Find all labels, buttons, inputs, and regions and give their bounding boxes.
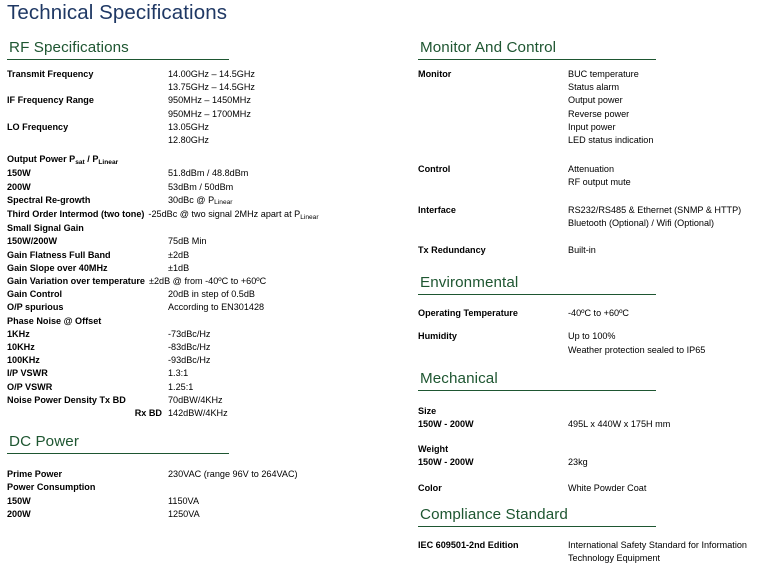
- spec-row-power-consumption-150w: [7, 495, 402, 508]
- spec-value-text: 30dBc @ P: [168, 194, 215, 205]
- spec-value-item: International Safety Standard for Information: [568, 539, 747, 550]
- spec-row-color: [418, 482, 778, 495]
- spec-value-item: BUC temperature: [568, 69, 639, 79]
- spec-value: -93dBc/Hz: [168, 355, 211, 366]
- spec-row-spectral-regrowth: [7, 194, 402, 208]
- section-heading-monitor-and-control: Monitor And Control: [420, 39, 557, 56]
- section-body-dc-power: [7, 462, 402, 521]
- spec-value-item: Status alarm: [568, 82, 620, 93]
- spec-label: Noise Power Density Tx BD: [7, 394, 126, 405]
- spec-label: IF Frequency Range: [7, 95, 94, 106]
- spec-label: 150W - 200W: [418, 457, 474, 468]
- spec-label: Phase Noise @ Offset: [7, 315, 102, 326]
- page-title: Technical Specifications: [7, 1, 228, 24]
- section-body-environmental: [418, 303, 778, 357]
- spec-value: -83dBc/Hz: [168, 342, 211, 353]
- spec-row-gain-control: [7, 288, 402, 301]
- section-heading-dc-power: DC Power: [9, 433, 80, 451]
- spec-row-noise-power-density-tx: [7, 394, 402, 407]
- spec-value: 1.25:1: [168, 381, 194, 392]
- spec-row-size-value: [418, 418, 778, 431]
- spec-row-phase-noise-header: [7, 315, 402, 328]
- spec-value-item: Up to 100%: [568, 331, 616, 342]
- spec-row-transmit-frequency-alt: [7, 81, 402, 94]
- spec-label: 200W: [7, 508, 31, 519]
- spec-row-noise-power-density-rx: [7, 407, 402, 420]
- right-column: [418, 38, 778, 565]
- spec-value: 495L x 440W x 175H mm: [568, 419, 671, 430]
- section-compliance-standard: [418, 505, 778, 565]
- spec-value-subscript: Linear: [214, 199, 233, 207]
- spec-value-item: Weather protection sealed to IP65: [568, 344, 706, 355]
- spec-value: 12.80GHz: [168, 135, 209, 146]
- spec-value: 23kg: [568, 457, 588, 468]
- spec-label: 150W: [7, 168, 31, 179]
- spec-label: LO Frequency: [7, 121, 69, 132]
- section-body-monitor-and-control: [418, 68, 778, 257]
- spec-value: According to EN301428: [168, 302, 265, 313]
- spec-value-item: Technology Equipment: [568, 553, 661, 564]
- spec-row-prime-power: [7, 468, 402, 481]
- spec-row-gain-variation: [7, 275, 402, 288]
- spec-label: Control: [418, 164, 451, 175]
- spec-label: 150W: [7, 495, 31, 506]
- spec-row-ip-vswr: [7, 367, 402, 380]
- spec-value-subscript: Linear: [300, 213, 319, 221]
- section-body-compliance-standard: [418, 535, 778, 565]
- spec-value: [144, 208, 318, 222]
- spec-row-transmit-frequency: [7, 68, 402, 81]
- spec-label-subscript-2: Linear: [98, 158, 119, 166]
- spec-value: 53dBm / 50dBm: [168, 181, 234, 192]
- spec-value-item: LED status indication: [568, 135, 654, 146]
- spec-label: IEC 609501-2nd Edition: [418, 539, 519, 550]
- spec-row-output-power-200w: [7, 181, 402, 194]
- section-heading-compliance-standard: Compliance Standard: [420, 505, 568, 523]
- section-heading-rf-specifications: RF Specifications: [9, 39, 129, 56]
- spec-label: Weight: [418, 444, 449, 455]
- section-dc-power: [7, 432, 402, 521]
- spec-label: Rx BD: [134, 408, 162, 419]
- spec-label: 1KHz: [7, 328, 30, 339]
- spec-label: Spectral Re-growth: [7, 194, 91, 205]
- spec-value: ±2dB @ from -40ºC to +60ºC: [148, 276, 267, 287]
- spec-label: Gain Variation over temperature: [7, 276, 145, 287]
- spec-row-gain-slope: [7, 262, 402, 275]
- spec-label: 10KHz: [7, 342, 35, 353]
- left-column: [7, 38, 402, 521]
- spec-value: White Powder Coat: [568, 482, 647, 493]
- spec-label: Color: [418, 482, 442, 493]
- section-environmental: [418, 273, 778, 357]
- spec-value-item: Bluetooth (Optional) / Wifi (Optional): [568, 217, 715, 228]
- spec-row-tx-redundancy: [418, 244, 778, 257]
- spec-value: 70dBW/4KHz: [168, 394, 223, 405]
- spec-label: Monitor: [418, 69, 452, 79]
- spec-row-lo-frequency-alt: [7, 134, 402, 147]
- spec-value: 1150VA: [168, 495, 200, 506]
- section-mechanical: [418, 369, 778, 495]
- spec-value-list: [568, 68, 653, 147]
- spec-row-iec-standard: [418, 539, 778, 565]
- spec-value-item: Input power: [568, 121, 616, 132]
- spec-row-phase-noise-1khz: [7, 328, 402, 341]
- spec-value-list: [568, 330, 705, 356]
- section-divider: [7, 453, 229, 454]
- spec-row-operating-temperature: [418, 307, 778, 320]
- spec-value: 1.3:1: [168, 368, 189, 379]
- spec-row-interface: [418, 204, 778, 230]
- spec-value: 1250VA: [168, 508, 200, 519]
- section-divider: [418, 59, 656, 60]
- spec-label-text-mid: / P: [84, 154, 99, 165]
- spec-value-item: Output power: [568, 95, 623, 106]
- section-divider: [418, 390, 656, 391]
- spec-label: Prime Power: [7, 469, 63, 480]
- spec-row-control: [418, 163, 778, 189]
- spec-label: 100KHz: [7, 355, 40, 366]
- spec-value-list: [568, 539, 747, 565]
- spec-row-if-frequency-range: [7, 94, 402, 107]
- spec-value: 51.8dBm / 48.8dBm: [168, 168, 249, 179]
- spec-label: Power Consumption: [7, 482, 96, 493]
- spec-label: Interface: [418, 204, 456, 215]
- spec-value: 950MHz – 1450MHz: [168, 95, 251, 106]
- spec-row-third-order-intermod: [7, 208, 402, 222]
- spec-label: Operating Temperature: [418, 308, 518, 319]
- spec-row-output-power-150w: [7, 167, 402, 180]
- spec-label: Tx Redundancy: [418, 245, 486, 256]
- spec-row-size-header: [418, 405, 778, 418]
- spec-row-phase-noise-10khz: [7, 341, 402, 354]
- spec-label: Small Signal Gain: [7, 223, 84, 234]
- spec-value: 75dB Min: [168, 236, 207, 247]
- spec-label: [7, 153, 118, 167]
- spec-value-list: [568, 163, 631, 189]
- spec-row-if-frequency-range-alt: [7, 108, 402, 121]
- spec-value: Built-in: [568, 245, 596, 256]
- spec-value: -40ºC to +60ºC: [568, 308, 629, 319]
- spec-row-small-signal-gain-150-200: [7, 235, 402, 248]
- spec-value: [168, 194, 232, 208]
- spec-label: Gain Flatness Full Band: [7, 249, 111, 260]
- spec-row-power-consumption-header: [7, 481, 402, 494]
- spec-label: Gain Slope over 40MHz: [7, 262, 108, 273]
- section-divider: [418, 526, 656, 527]
- spec-value: 950MHz – 1700MHz: [168, 108, 251, 119]
- spec-label: Third Order Intermod (two tone): [7, 209, 145, 220]
- spec-value-item: RF output mute: [568, 177, 631, 188]
- spec-label: O/P VSWR: [7, 381, 53, 392]
- spec-label: Size: [418, 405, 437, 416]
- spec-label: Transmit Frequency: [7, 69, 94, 79]
- spec-label: Gain Control: [7, 289, 63, 300]
- spec-value: 13.75GHz – 14.5GHz: [168, 82, 255, 93]
- spec-row-monitor: [418, 68, 778, 147]
- spec-label: 150W - 200W: [418, 419, 474, 430]
- spec-value: 13.05GHz: [168, 121, 209, 132]
- spec-row-power-consumption-200w: [7, 508, 402, 521]
- spec-row-humidity: [418, 330, 778, 356]
- spec-value: 20dB in step of 0.5dB: [168, 289, 255, 300]
- spec-label-text: Output Power P: [7, 154, 76, 165]
- spec-row-weight-value: [418, 456, 778, 469]
- spec-label: I/P VSWR: [7, 368, 48, 379]
- spec-row-lo-frequency: [7, 121, 402, 134]
- section-heading-mechanical: Mechanical: [420, 369, 498, 387]
- spec-row-gain-flatness: [7, 249, 402, 262]
- spec-row-weight-header: [418, 443, 778, 456]
- spec-label: Humidity: [418, 331, 457, 342]
- section-rf-specifications: [7, 38, 402, 420]
- spec-label: 200W: [7, 181, 31, 192]
- spec-value: 142dBW/4KHz: [168, 408, 228, 419]
- spec-value-item: Reverse power: [568, 108, 630, 119]
- section-body-mechanical: [418, 399, 778, 495]
- spec-value: -73dBc/Hz: [168, 328, 211, 339]
- spec-value-list: [568, 204, 741, 230]
- section-heading-environmental: Environmental: [420, 274, 519, 292]
- spec-value: ±2dB: [168, 249, 190, 260]
- spec-value: 14.00GHz – 14.5GHz: [168, 69, 255, 79]
- section-divider: [7, 59, 229, 60]
- section-body-rf-specifications: [7, 68, 402, 420]
- spec-label-subscript: sat: [75, 158, 85, 166]
- spec-label: 150W/200W: [7, 236, 58, 247]
- spec-value: ±1dB: [168, 262, 190, 273]
- section-monitor-and-control: [418, 38, 778, 257]
- spec-label: O/P spurious: [7, 302, 64, 313]
- spec-row-op-vswr: [7, 381, 402, 394]
- spec-value-item: RS232/RS485 & Ethernet (SNMP & HTTP): [568, 204, 742, 215]
- spec-value-text: -25dBc @ two signal 2MHz apart at P: [148, 209, 301, 220]
- spec-value-item: Attenuation: [568, 164, 615, 175]
- section-divider: [418, 294, 656, 295]
- spec-row-phase-noise-100khz: [7, 354, 402, 367]
- spec-row-small-signal-gain-header: [7, 222, 402, 235]
- spec-value: 230VAC (range 96V to 264VAC): [168, 469, 298, 480]
- spec-row-output-power-header: [7, 153, 402, 167]
- spec-row-op-spurious: [7, 301, 402, 314]
